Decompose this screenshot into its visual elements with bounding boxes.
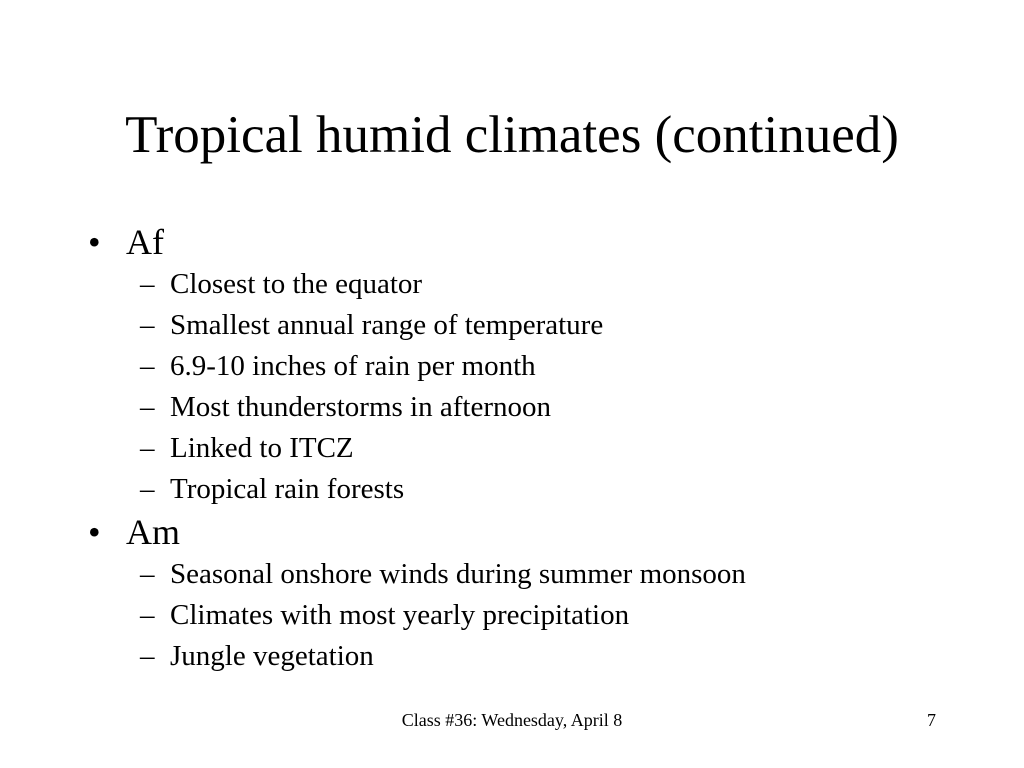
sub-bullet-text: Jungle vegetation — [170, 640, 374, 672]
dash-icon: – — [140, 309, 155, 341]
sub-bullet-text: Linked to ITCZ — [170, 432, 354, 464]
sub-bullet-item — [88, 469, 988, 510]
footer-class-label: Class #36: Wednesday, April 8 — [401, 710, 623, 730]
bullet-item-af — [88, 220, 988, 264]
bullet-icon: • — [88, 222, 101, 262]
sub-bullet-text: Smallest annual range of temperature — [170, 309, 604, 341]
sub-bullet-item — [88, 346, 988, 387]
bullet-icon: • — [88, 512, 101, 552]
sub-bullet-list-am — [88, 554, 988, 677]
dash-icon: – — [140, 268, 155, 300]
sub-bullet-text: Closest to the equator — [170, 268, 423, 300]
dash-icon: – — [140, 432, 155, 464]
sub-bullet-item — [88, 387, 988, 428]
dash-icon: – — [140, 599, 155, 631]
sub-bullet-item — [88, 428, 988, 469]
sub-bullet-item — [88, 636, 988, 677]
sub-bullet-text: Most thunderstorms in afternoon — [170, 391, 551, 423]
bullet-group-af — [88, 220, 988, 510]
slide-body — [88, 220, 988, 677]
bullet-group-am — [88, 510, 988, 677]
dash-icon: – — [140, 558, 155, 590]
sub-bullet-text: 6.9-10 inches of rain per month — [170, 350, 536, 382]
dash-icon: – — [140, 640, 155, 672]
sub-bullet-item — [88, 305, 988, 346]
slide-number: 7 — [927, 710, 936, 730]
sub-bullet-text: Climates with most yearly precipitation — [170, 599, 630, 631]
sub-bullet-text: Seasonal onshore winds during summer monsoon — [170, 558, 746, 590]
sub-bullet-item — [88, 595, 988, 636]
slide-title: Tropical humid climates (continued) — [125, 106, 899, 164]
sub-bullet-item — [88, 264, 988, 305]
dash-icon: – — [140, 391, 155, 423]
bullet-item-am — [88, 510, 988, 554]
bullet-heading: Am — [126, 512, 180, 552]
dash-icon: – — [140, 473, 155, 505]
bullet-heading: Af — [126, 222, 164, 262]
dash-icon: – — [140, 350, 155, 382]
sub-bullet-list-af — [88, 264, 988, 510]
sub-bullet-text: Tropical rain forests — [170, 473, 405, 505]
sub-bullet-item — [88, 554, 988, 595]
